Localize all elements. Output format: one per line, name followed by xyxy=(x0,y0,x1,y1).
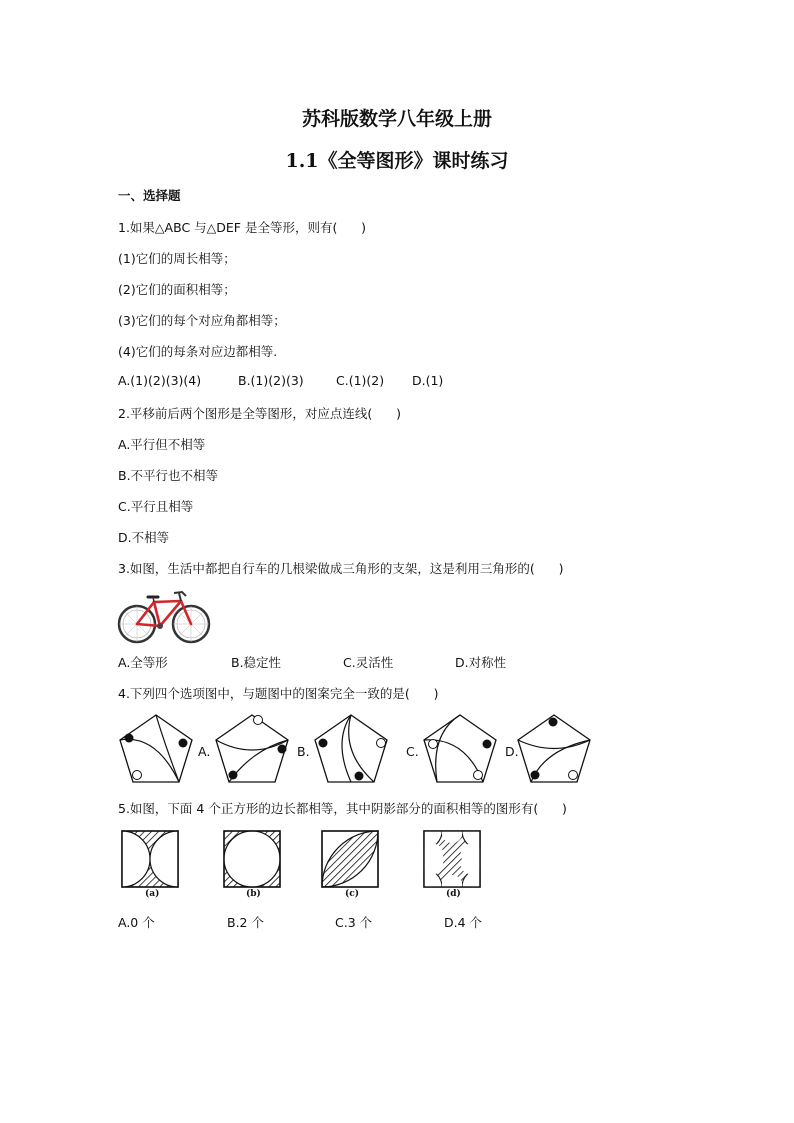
q1-item-2: (2)它们的面积相等； xyxy=(118,282,236,297)
q3-option-a: A.全等形 xyxy=(118,655,168,670)
q1-option-b: B.(1)(2)(3) xyxy=(238,373,304,388)
q4-label-d: D. xyxy=(505,744,519,759)
q2-option-d: D.不相等 xyxy=(118,530,170,545)
q3-stem: 3.如图，生活中都把自行车的几根梁做成三角形的支架，这是利用三角形的( ) xyxy=(118,561,564,576)
document-subtitle: 1.1《全等图形》课时练习 xyxy=(285,150,509,172)
document-title: 苏科版数学八年级上册 xyxy=(301,108,492,130)
q1-item-3: (3)它们的每个对应角都相等； xyxy=(118,313,286,328)
q2-option-a: A.平行但不相等 xyxy=(118,437,206,452)
q4-label-a: A. xyxy=(198,744,211,759)
q3-option-d: D.对称性 xyxy=(455,655,507,670)
bicycle-image xyxy=(116,584,212,650)
q4-label-c: C. xyxy=(406,744,419,759)
q1-option-d: D.(1) xyxy=(412,373,444,388)
q1-option-c: C.(1)(2) xyxy=(336,373,385,388)
q5-option-b: B.2 个 xyxy=(227,915,264,930)
q1-item-4: (4)它们的每条对应边都相等. xyxy=(118,344,278,359)
q5-stem: 5.如图，下面 4 个正方形的边长都相等，其中阴影部分的面积相等的图形有( ) xyxy=(118,801,567,816)
q4-label-b: B. xyxy=(297,744,310,759)
q2-option-b: B.不平行也不相等 xyxy=(118,468,219,483)
q4-given-pentagon xyxy=(116,712,196,790)
q4-stem: 4.下列四个选项图中，与题图中的图案完全一致的是( ) xyxy=(118,686,439,701)
q5-option-a: A.0 个 xyxy=(118,915,155,930)
q1-stem: 1.如果△ABC 与△DEF 是全等形，则有( ) xyxy=(118,220,367,235)
q2-option-c: C.平行且相等 xyxy=(118,499,194,514)
q3-option-b: B.稳定性 xyxy=(231,655,282,670)
q5-caption-d: (d) xyxy=(446,889,461,899)
q3-option-c: C.灵活性 xyxy=(343,655,394,670)
q5-option-c: C.3 个 xyxy=(335,915,373,930)
section-heading: 一、选择题 xyxy=(118,188,181,203)
q5-caption-c: (c) xyxy=(345,889,359,899)
q5-caption-b: (b) xyxy=(246,889,261,899)
q1-option-a: A.(1)(2)(3)(4) xyxy=(118,373,202,388)
q4-option-a-pentagon xyxy=(212,712,292,790)
q1-item-1: (1)它们的周长相等； xyxy=(118,251,236,266)
q4-option-b-pentagon xyxy=(311,712,391,790)
q5-caption-a: (a) xyxy=(145,889,160,899)
q2-stem: 2.平移前后两个图形是全等图形，对应点连线( ) xyxy=(118,406,402,421)
q5-option-d: D.4 个 xyxy=(444,915,483,930)
q4-option-c-pentagon xyxy=(420,712,500,790)
q4-option-d-pentagon xyxy=(514,712,594,790)
